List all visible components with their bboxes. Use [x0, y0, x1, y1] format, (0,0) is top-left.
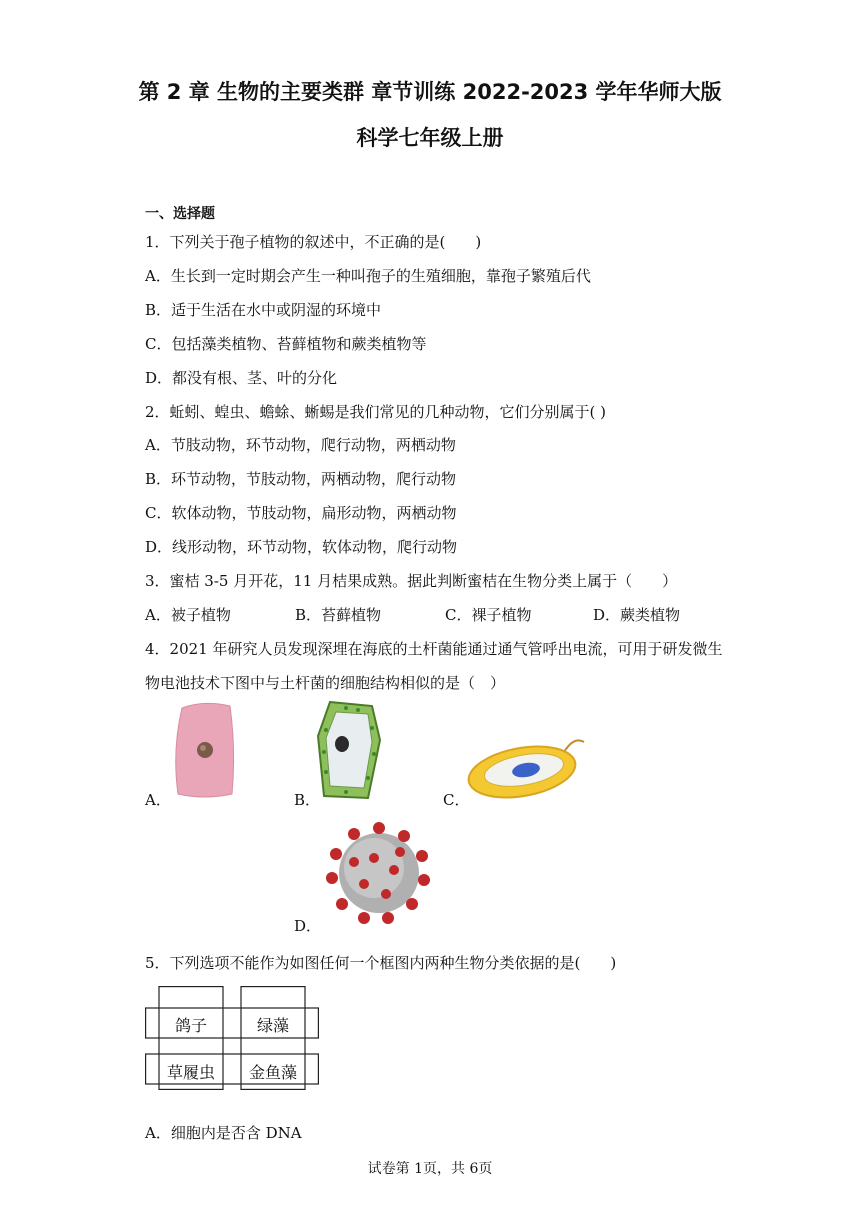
grid-cell-pigeon: 鸽子 [174, 1016, 207, 1035]
q3-stem: 3．蜜桔 3-5 月开花，11 月桔果成熟。据此判断蜜桔在生物分类上属于（ ） [145, 572, 678, 590]
q1-option-a: A．生长到一定时期会产生一种叫孢子的生殖细胞，靠孢子繁殖后代 [145, 267, 591, 285]
document-title-line2: 科学七年级上册 [356, 126, 504, 150]
q2-option-b: B．环节动物，节肢动物，两栖动物，爬行动物 [145, 470, 457, 488]
q4-option-c-label: C． [443, 791, 470, 809]
q1-option-d: D．都没有根、茎、叶的分化 [145, 369, 338, 387]
q2-option-c: C．软体动物，节肢动物，扁形动物，两栖动物 [145, 504, 457, 522]
q2-stem: 2．蚯蚓、蝗虫、蟾蜍、蜥蜴是我们常见的几种动物，它们分别属于( ) [145, 403, 607, 421]
grid-cell-hornwort: 金鱼藻 [248, 1063, 297, 1082]
classification-grid-figure [145, 986, 319, 1090]
section-heading: 一、选择题 [145, 206, 215, 222]
plant-cell-image [316, 700, 382, 800]
q2-option-a: A．节肢动物，环节动物，爬行动物，两栖动物 [145, 436, 456, 454]
virus-image [324, 818, 434, 928]
q3-option-c: C．裸子植物 [445, 606, 532, 624]
q4-stem-line1: 4．2021 年研究人员发现深埋在海底的土杆菌能通过通气管呼出电流，可用于研发微生 [145, 640, 723, 658]
q4-option-b-label: B． [294, 791, 321, 809]
q4-option-a-label: A． [145, 791, 171, 809]
q3-option-a: A．被子植物 [145, 606, 231, 624]
q3-option-d: D．蕨类植物 [593, 606, 681, 624]
q3-option-b: B．苔藓植物 [295, 606, 382, 624]
q5-option-a: A．细胞内是否含 DNA [145, 1124, 302, 1142]
animal-cell-image [172, 700, 236, 800]
q1-option-b: B．适于生活在水中或阴湿的环境中 [145, 301, 382, 319]
grid-cell-green-algae: 绿藻 [256, 1016, 289, 1035]
q4-option-d-label: D． [294, 917, 322, 935]
q1-stem: 1．下列关于孢子植物的叙述中，不正确的是( ) [145, 233, 482, 251]
bacterium-image [466, 730, 590, 802]
document-title-line1: 第 2 章 生物的主要类群 章节训练 2022-2023 学年华师大版 [138, 80, 722, 104]
grid-cell-paramecium: 草履虫 [166, 1063, 215, 1082]
page-footer: 试卷第 1页，共 6页 [367, 1161, 493, 1177]
q5-stem: 5．下列选项不能作为如图任何一个框图内两种生物分类依据的是( ) [145, 954, 617, 972]
q1-option-c: C．包括藻类植物、苔藓植物和蕨类植物等 [145, 335, 427, 353]
q4-stem-line2: 物电池技术下图中与土杆菌的细胞结构相似的是（ ） [145, 674, 506, 692]
q2-option-d: D．线形动物，环节动物，软体动物，爬行动物 [145, 538, 458, 556]
